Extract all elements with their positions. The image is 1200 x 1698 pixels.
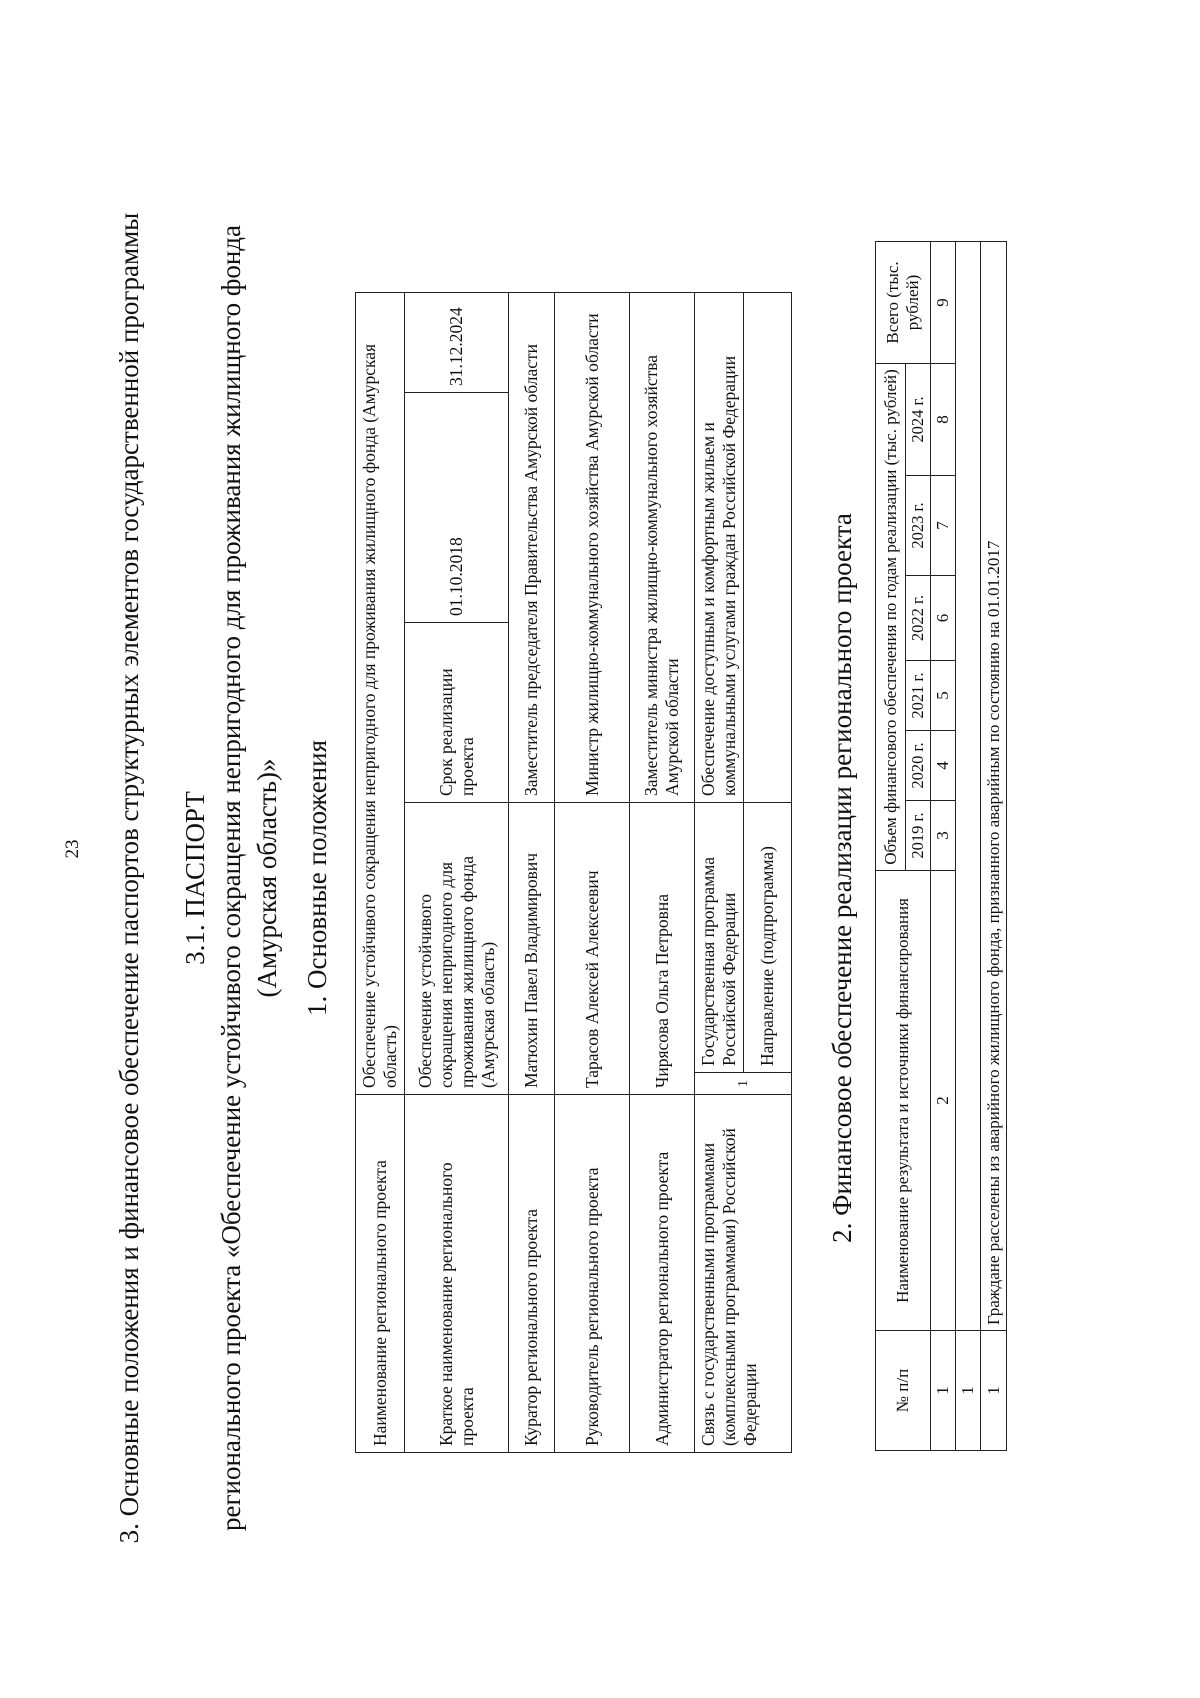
column-index: 9 bbox=[931, 242, 956, 364]
col-volume-header: Объем финансового обеспечения по годам реализации (тыс. рублей) bbox=[876, 364, 906, 871]
year-header: 2022 г. bbox=[906, 576, 931, 661]
passport-title: 3.1. ПАСПОРТ bbox=[180, 791, 210, 965]
column-index: 3 bbox=[931, 801, 956, 871]
col-name-header: Наименование результата и источники финансирования bbox=[876, 871, 931, 1331]
column-index: 4 bbox=[931, 731, 956, 801]
term-label: Срок реализации проекта bbox=[405, 623, 509, 803]
table-row bbox=[695, 293, 744, 1453]
row-text bbox=[956, 242, 981, 1331]
table-row bbox=[981, 242, 1007, 1451]
column-index: 6 bbox=[931, 576, 956, 661]
page-number: 23 bbox=[62, 839, 83, 859]
column-index: 5 bbox=[931, 661, 956, 731]
table-row bbox=[630, 293, 695, 1453]
admin-position: Заместитель министра жилищно-коммунального хозяйства Амурской области bbox=[630, 293, 695, 803]
link-program-value: Обеспечение доступным и комфортным жильем и коммунальными услугами граждан Российской Федерации bbox=[695, 293, 744, 803]
link-label: Связь с государственными программами (комплексными программами) Российской Федерации bbox=[695, 1095, 792, 1453]
col-total-header: Всего (тыс. рублей) bbox=[876, 242, 931, 364]
link-direction-value bbox=[744, 293, 792, 803]
curator-name: Матюхин Павел Владимирович bbox=[509, 803, 555, 1095]
column-index: 1 bbox=[931, 1331, 956, 1451]
short-name-value: Обеспечение устойчивого сокращения непригодного для проживания жилищного фонда (Амурская область) bbox=[405, 803, 509, 1095]
section-title: 3. Основные положения и финансовое обеспечение паспортов структурных элементов государственной программы bbox=[114, 212, 144, 1544]
admin-label: Администратор регионального проекта bbox=[630, 1095, 695, 1453]
column-index-row bbox=[931, 242, 956, 1451]
row-number: 1 bbox=[981, 1331, 1007, 1451]
year-header: 2020 г. bbox=[906, 731, 931, 801]
table-row bbox=[405, 293, 509, 1453]
section2-title: 2. Финансовое обеспечение реализации регионального проекта bbox=[827, 513, 857, 1243]
curator-position: Заместитель председателя Правительства Амурской области bbox=[509, 293, 555, 803]
admin-name: Чирясова Ольга Петровна bbox=[630, 803, 695, 1095]
col-num-header: № п/п bbox=[876, 1331, 931, 1451]
head-name: Тарасов Алексей Алексеевич bbox=[555, 803, 630, 1095]
curator-label: Куратор регионального проекта bbox=[509, 1095, 555, 1453]
link-program-label: Государственная программа Российской Федерации bbox=[695, 803, 744, 1073]
year-header: 2021 г. bbox=[906, 661, 931, 731]
project-name-label: Наименование регионального проекта bbox=[356, 1095, 405, 1453]
head-position: Министр жилищно-коммунального хозяйства Амурской области bbox=[555, 293, 630, 803]
table-row bbox=[555, 293, 630, 1453]
project-name-value: Обеспечение устойчивого сокращения непригодного для проживания жилищного фонда (Амурская область) bbox=[356, 293, 405, 1095]
financing-table bbox=[875, 241, 1007, 1451]
passport-name: регионального проекта «Обеспечение устойчивого сокращения непригодного для проживания жилищного фонда bbox=[216, 224, 246, 1532]
term-end: 31.12.2024 bbox=[405, 293, 509, 393]
year-header: 2019 г. bbox=[906, 801, 931, 871]
year-header: 2024 г. bbox=[906, 364, 931, 476]
head-label: Руководитель регионального проекта bbox=[555, 1095, 630, 1453]
link-direction-label: Направление (подпрограмма) bbox=[744, 803, 792, 1073]
row-text: Граждане расселены из аварийного жилищного фонда, признанного аварийным по состоянию на 01.01.2017 bbox=[981, 242, 1007, 1331]
link-number: 1 bbox=[695, 1073, 792, 1095]
year-header: 2023 г. bbox=[906, 476, 931, 576]
basic-provisions-table bbox=[355, 292, 792, 1453]
section1-title: 1. Основные положения bbox=[302, 740, 332, 1016]
column-index: 7 bbox=[931, 476, 956, 576]
term-start: 01.10.2018 bbox=[405, 393, 509, 623]
table-row bbox=[509, 293, 555, 1453]
row-number: 1 bbox=[956, 1331, 981, 1451]
table-header-row bbox=[876, 242, 906, 1451]
passport-region: (Амурская область)» bbox=[252, 758, 282, 998]
table-row bbox=[956, 242, 981, 1451]
short-name-label: Краткое наименование регионального проекта bbox=[405, 1095, 509, 1453]
column-index: 8 bbox=[931, 364, 956, 476]
table-row bbox=[356, 293, 405, 1453]
column-index: 2 bbox=[931, 871, 956, 1331]
